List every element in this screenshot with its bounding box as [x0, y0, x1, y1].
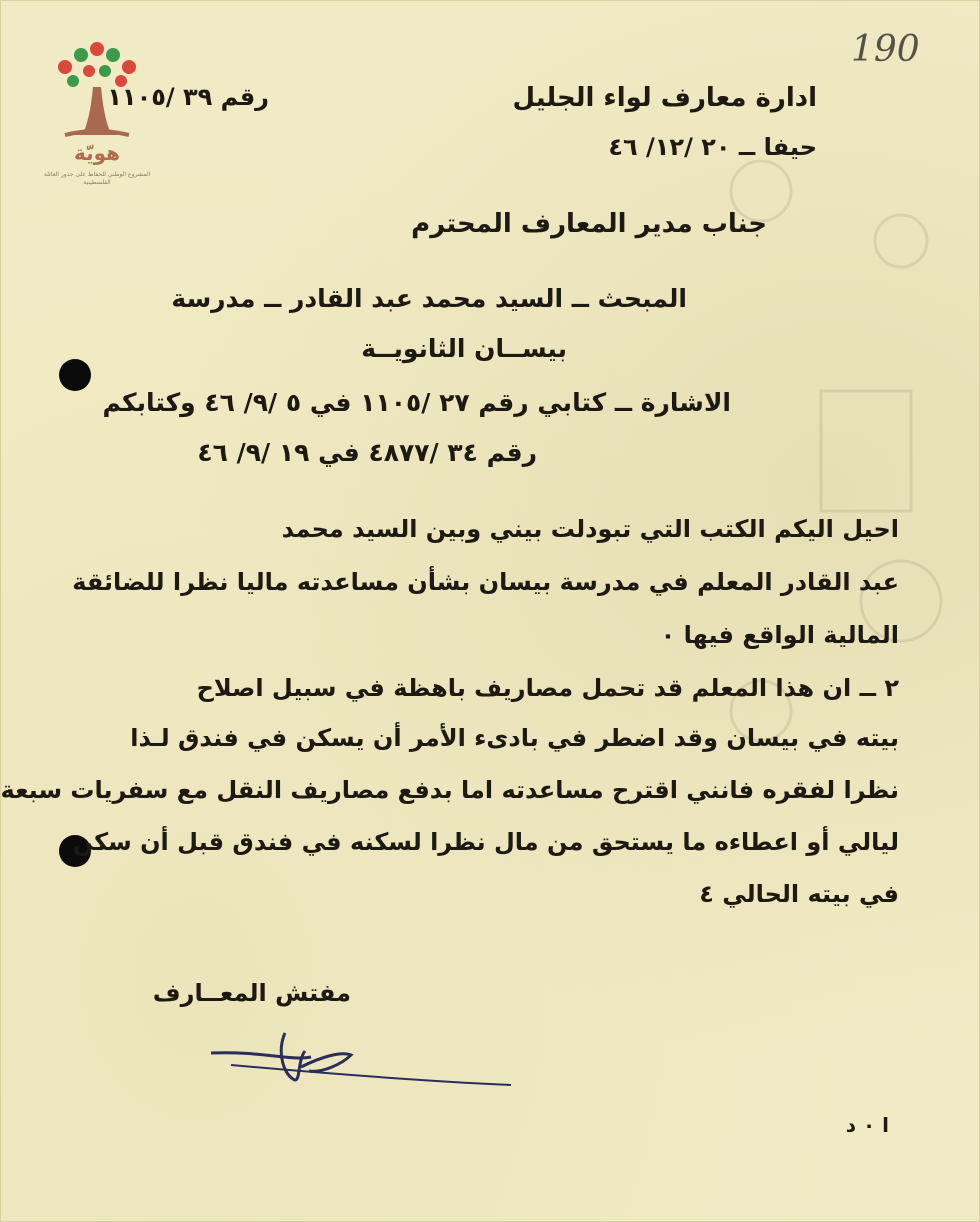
reference-line-1: الاشارة ــ كتابي رقم ٢٧ /١١٠٥ في ٥ /٩/ ٤٦ وكتابكم [102, 388, 731, 417]
place-and-date: حيفا ــ ٢٠ /١٢/ ٤٦ [608, 133, 817, 161]
department-name: ادارة معارف لواء الجليل [512, 83, 817, 113]
body-line-5: بيته في بيسان وقد اضطر في بادىء الأمر أن يسكن في فندق لـذا [130, 724, 899, 752]
body-line-3: المالية الواقع فيها ٠ [660, 621, 899, 649]
signatory-title: مفتش المعــارف [152, 979, 351, 1007]
logo-brand-name: هويّة [73, 141, 121, 165]
body-line-4: ٢ ــ ان هذا المعلم قد تحمل مصاريف باهظة في سبيل اصلاح [196, 674, 899, 702]
body-line-2: عبد القادر المعلم في مدرسة بيسان بشأن مساعدته ماليا نظرا للضائقة [72, 568, 899, 596]
body-line-7: ليالي أو اعطاءه ما يستحق من مال نظرا لسكنه في فندق قبل أن سكن [72, 828, 899, 856]
logo-subtitle: المشروع الوطني للحفاظ على جذور العائلة الفلسطينية [43, 171, 151, 186]
subject-line-1: المبحث ــ السيد محمد عبد القادر ــ مدرسة [171, 284, 687, 313]
archive-page-number: 190 [851, 29, 920, 70]
body-line-6: نظرا لفقره فانني اقترح مساعدته اما بدفع مصاريف النقل مع سفريات سبعة [0, 776, 899, 804]
reference-line-2: رقم ٣٤ /٤٨٧٧ في ١٩ /٩/ ٤٦ [197, 438, 537, 467]
addressee: جناب مدير المعارف المحترم [411, 209, 767, 239]
handwritten-signature [201, 1021, 521, 1101]
punch-hole-top [59, 359, 91, 391]
body-line-1: احيل اليكم الكتب التي تبودلت بيني وبين السيد محمد [281, 515, 899, 543]
letter-reference-number: رقم ٣٩ /١١٠٥ [107, 83, 269, 111]
body-line-8: في بيته الحالي ٤ [699, 880, 899, 908]
subject-line-2: بيســان الثانويــة [361, 334, 567, 363]
footer-code: ا ٠ د [845, 1113, 889, 1137]
